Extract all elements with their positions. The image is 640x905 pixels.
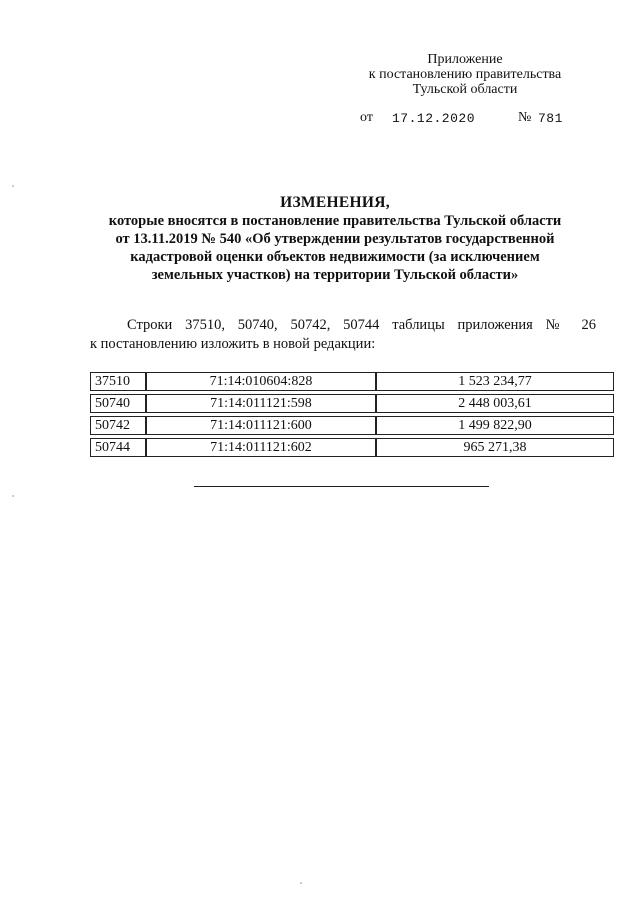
body-paragraph bbox=[90, 316, 596, 354]
title-line: земельных участков) на территории Тульской области» bbox=[151, 267, 519, 283]
scan-speck bbox=[12, 495, 14, 497]
changes-table bbox=[90, 369, 614, 460]
table-row bbox=[90, 394, 614, 413]
number-prefix: № bbox=[518, 110, 532, 125]
appendix-line: Приложение bbox=[427, 52, 503, 67]
appendix-line: Тульской области bbox=[412, 82, 518, 97]
body-line: к постановлению изложить в новой редакции: bbox=[90, 336, 376, 352]
title-line: которые вносятся в постановление правительства Тульской области bbox=[108, 213, 562, 229]
row-number-cell: 37510 bbox=[90, 372, 147, 391]
cadastral-value-cell: 1 499 822,90 bbox=[377, 416, 614, 435]
cadastral-number-cell: 71:14:011121:598 bbox=[147, 394, 377, 413]
scan-speck bbox=[12, 185, 14, 187]
cadastral-value-cell: 965 271,38 bbox=[377, 438, 614, 457]
cadastral-number-cell: 71:14:011121:600 bbox=[147, 416, 377, 435]
cadastral-number-cell: 71:14:010604:828 bbox=[147, 372, 377, 391]
table-row bbox=[90, 438, 614, 457]
row-number-cell: 50744 bbox=[90, 438, 147, 457]
appendix-line: к постановлению правительства bbox=[368, 67, 562, 82]
cadastral-value-cell: 2 448 003,61 bbox=[377, 394, 614, 413]
scan-speck bbox=[300, 882, 302, 884]
appendix-header bbox=[360, 52, 570, 97]
row-number-cell: 50740 bbox=[90, 394, 147, 413]
title-heading: ИЗМЕНЕНИЯ, bbox=[280, 194, 390, 211]
body-line: Строки 37510, 50740, 50742, 50744 таблицы приложения № 26 bbox=[127, 317, 596, 333]
title-line: от 13.11.2019 № 540 «Об утверждении результатов государственной bbox=[115, 231, 555, 247]
date-prefix: от bbox=[360, 110, 373, 125]
document-title bbox=[80, 194, 590, 284]
table-row bbox=[90, 416, 614, 435]
title-line: кадастровой оценки объектов недвижимости (за исключением bbox=[130, 249, 540, 265]
closing-rule bbox=[194, 486, 489, 487]
document-date: 17.12.2020 bbox=[392, 111, 476, 126]
table-row bbox=[90, 372, 614, 391]
row-number-cell: 50742 bbox=[90, 416, 147, 435]
cadastral-number-cell: 71:14:011121:602 bbox=[147, 438, 377, 457]
cadastral-value-cell: 1 523 234,77 bbox=[377, 372, 614, 391]
document-number: 781 bbox=[538, 111, 563, 126]
